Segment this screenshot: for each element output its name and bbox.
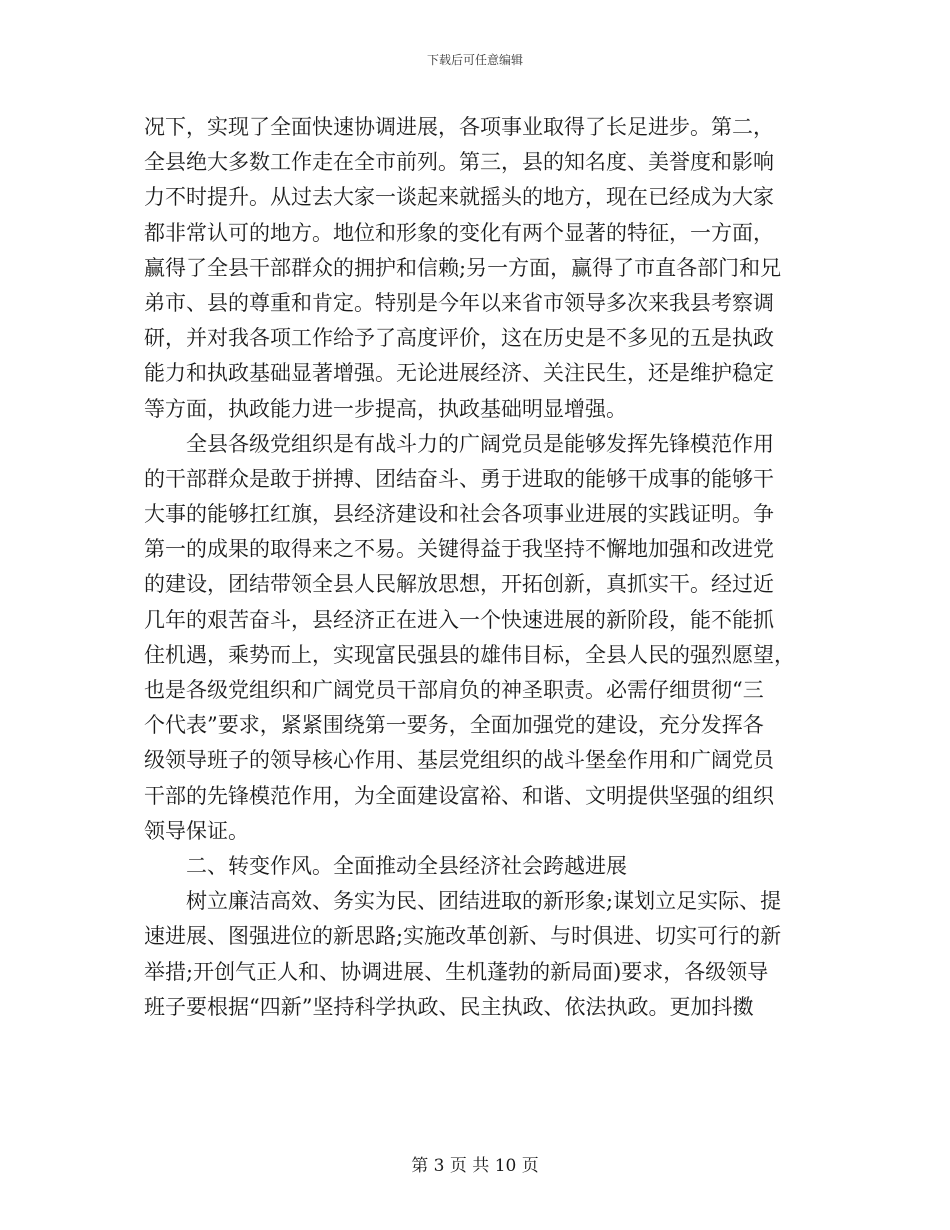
text-line: 班子要根据“四新”坚持科学执政、民主执政、依法执政。更加抖擞	[144, 994, 754, 1019]
text-line: 的建设，团结带领全县人民解放思想，开拓创新，真抓实干。经过近	[144, 572, 774, 597]
text-line: 个代表”要求，紧紧围绕第一要务，全面加强党的建设，充分发挥各	[144, 713, 764, 738]
paragraph-start-line: 全县各级党组织是有战斗力的广阔党员是能够发挥先锋模范作用	[186, 431, 774, 456]
paragraph-start-line: 树立廉洁高效、务实为民、团结进取的新形象;谋划立足实际、提	[186, 889, 782, 914]
text-line: 级领导班子的领导核心作用、基层党组织的战斗堡垒作用和广阔党员	[144, 748, 774, 773]
section-heading: 二、转变作风。全面推动全县经济社会跨越进展	[186, 853, 627, 878]
text-line: 全县绝大多数工作走在全市前列。第三，县的知名度、美誉度和影响	[144, 150, 774, 175]
text-line: 研，并对我各项工作给予了高度评价，这在历史是不多见的五是执政	[144, 326, 774, 351]
text-line: 速进展、图强进位的新思路;实施改革创新、与时俱进、切实可行的新	[144, 924, 782, 949]
text-line: 举措;开创气正人和、协调进展、生机蓬勃的新局面)要求，各级领导	[144, 959, 769, 984]
text-line: 的干部群众是敢于拼搏、团结奋斗、勇于进取的能够干成事的能够干	[144, 466, 774, 491]
text-line: 第一的成果的取得来之不易。关键得益于我坚持不懈地加强和改进党	[144, 537, 774, 562]
text-line: 况下，实现了全面快速协调进展，各项事业取得了长足进步。第二，	[144, 115, 774, 139]
text-line: 住机遇，乘势而上，实现富民强县的雄伟目标，全县人民的强烈愿望，	[144, 642, 795, 667]
text-line: 领导保证。	[144, 818, 249, 843]
text-line: 都非常认可的地方。地位和形象的变化有两个显著的特征，一方面，	[144, 220, 774, 245]
text-line: 几年的艰苦奋斗，县经济正在进入一个快速进展的新阶段，能不能抓	[144, 607, 774, 632]
page-header-note: 下载后可任意编辑	[426, 53, 523, 67]
text-line: 能力和执政基础显著增强。无论进展经济、关注民生，还是维护稳定	[144, 361, 774, 386]
text-line: 赢得了全县干部群众的拥护和信赖;另一方面，赢得了市直各部门和兄	[144, 255, 782, 280]
text-line: 力不时提升。从过去大家一谈起来就摇头的地方，现在已经成为大家	[144, 185, 774, 210]
page-number: 第 3 页 共 10 页	[411, 1156, 539, 1176]
text-line: 等方面，执政能力进一步提高，执政基础明显增强。	[144, 396, 627, 421]
text-line: 干部的先锋模范作用，为全面建设富裕、和谐、文明提供坚强的组织	[144, 783, 774, 808]
text-line: 也是各级党组织和广阔党员干部肩负的神圣职责。必需仔细贯彻“三	[144, 678, 764, 702]
document-body	[144, 110, 809, 1025]
text-line: 弟市、县的尊重和肯定。特别是今年以来省市领导多次来我县考察调	[144, 290, 774, 315]
text-line: 大事的能够扛红旗，县经济建设和社会各项事业进展的实践证明。争	[144, 502, 774, 527]
